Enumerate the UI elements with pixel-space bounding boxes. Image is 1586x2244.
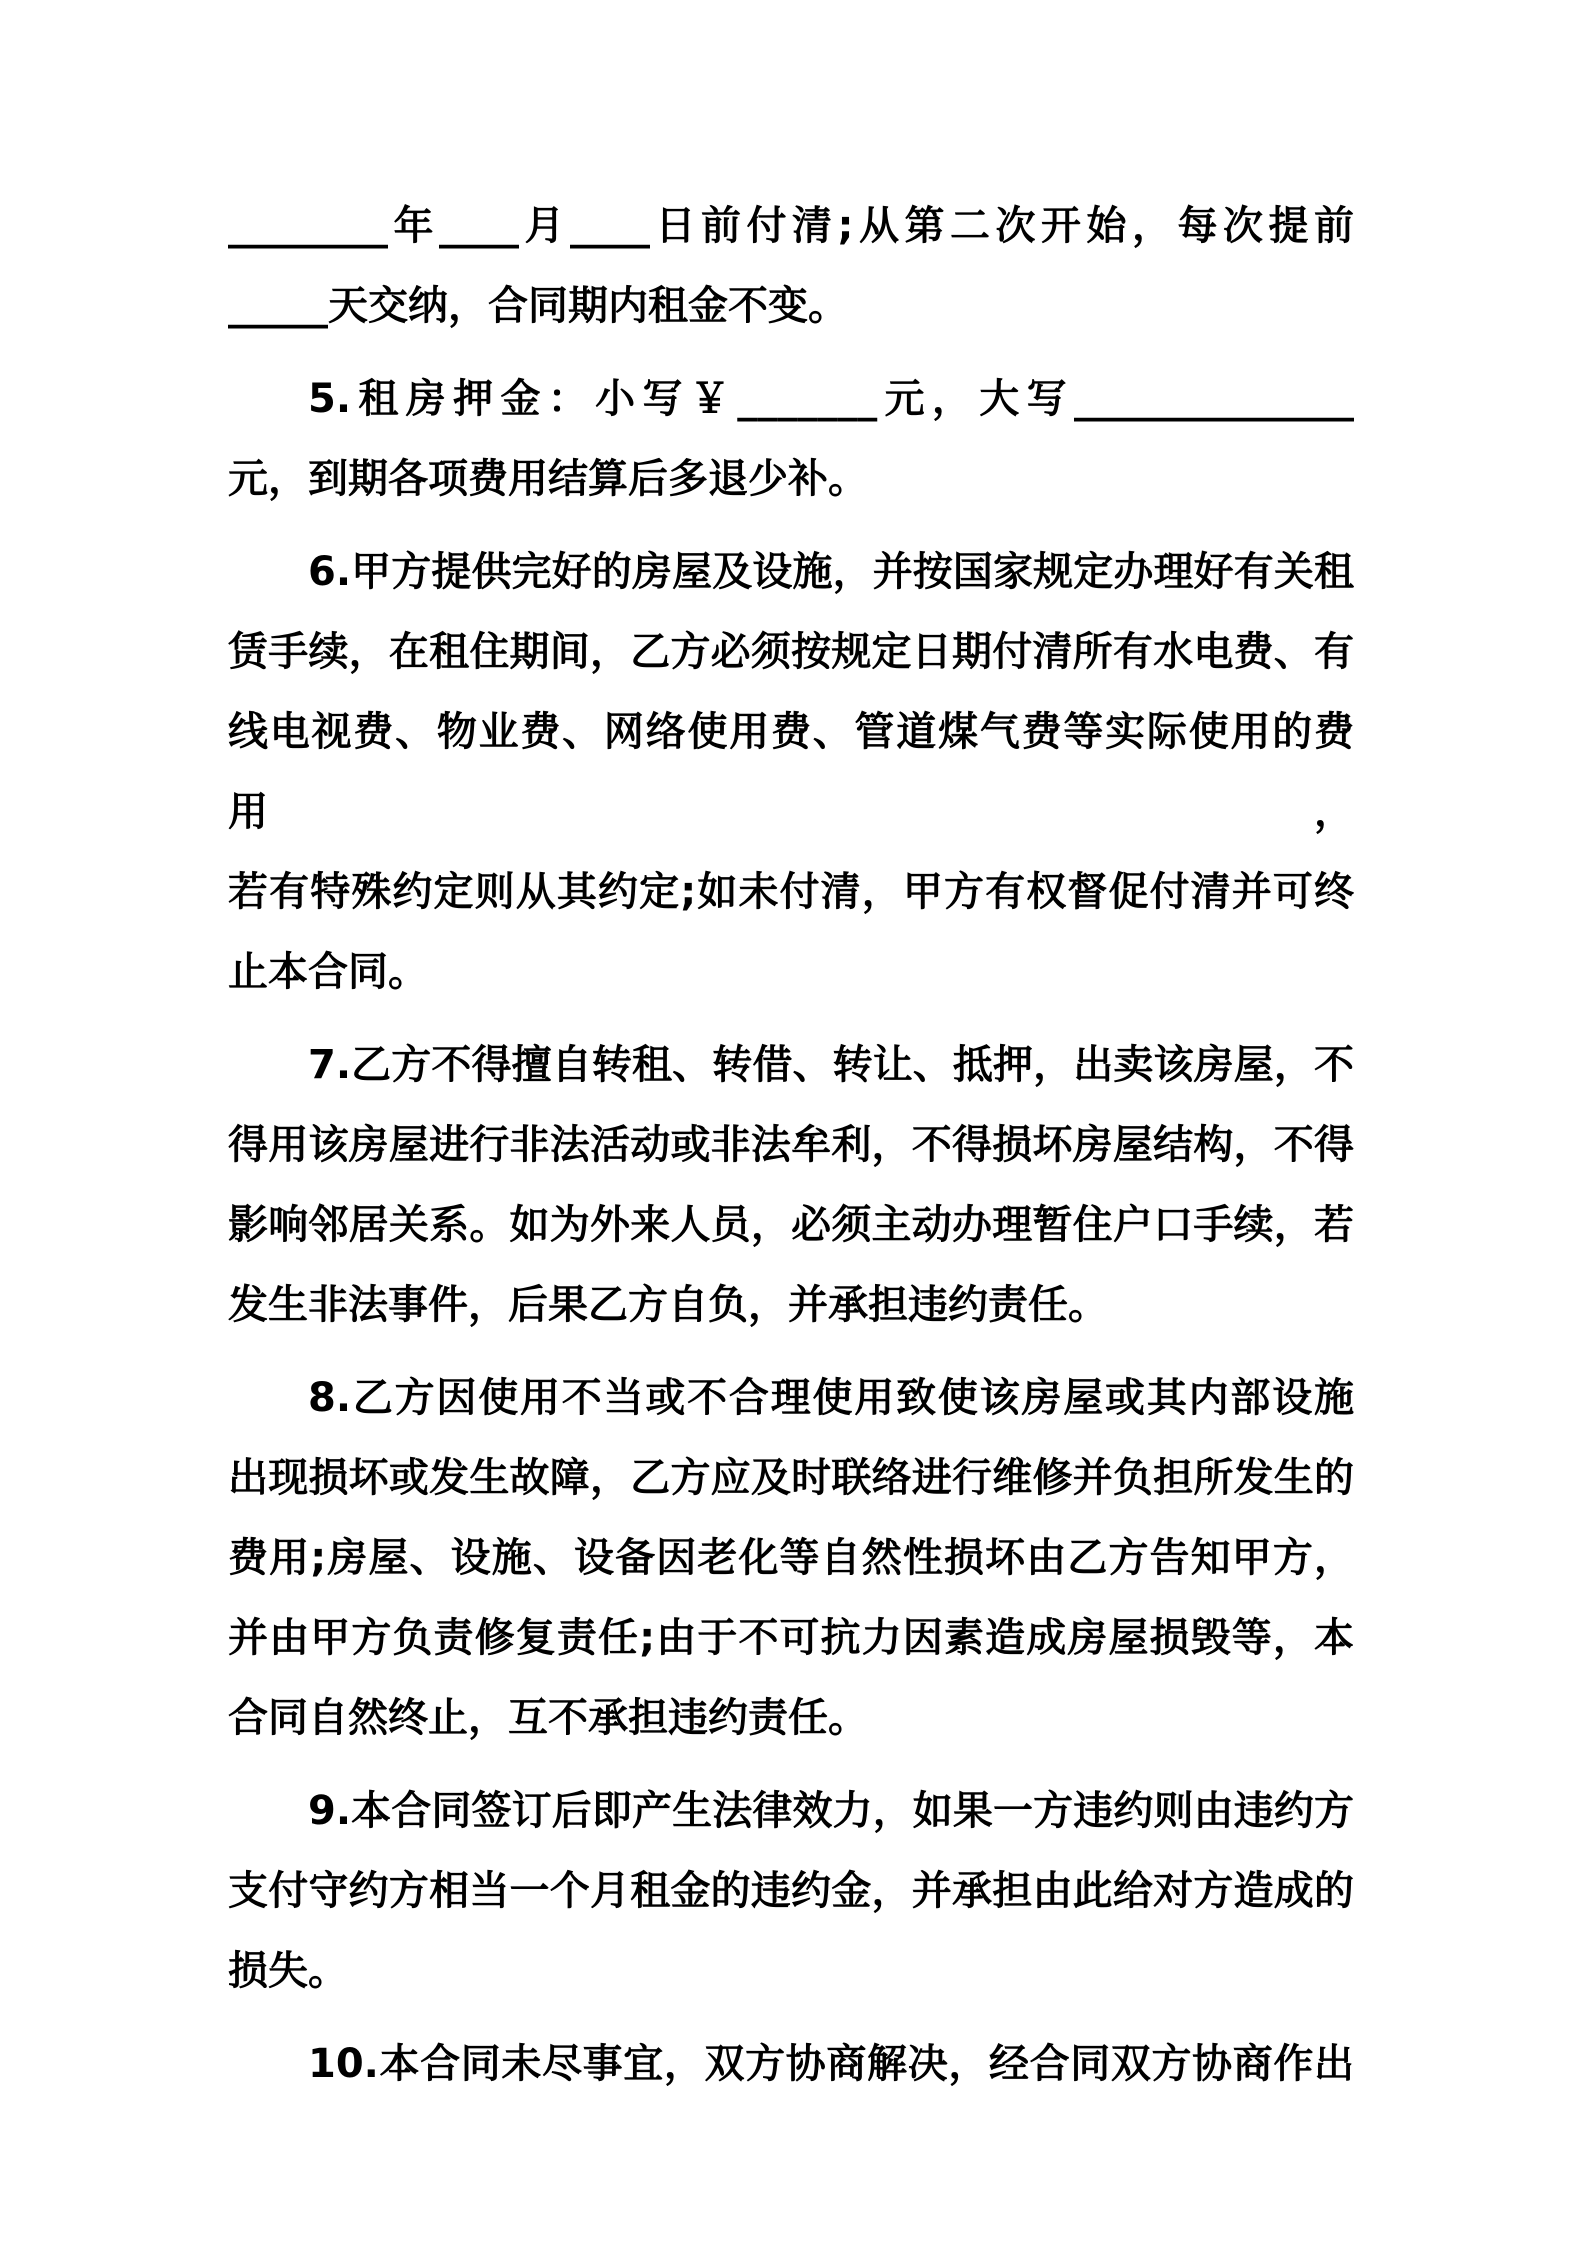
contract-line: 9.本合同签订后即产生法律效力，如果一方违约则由违约方 xyxy=(308,1788,1354,1834)
contract-line: 合同自然终止，互不承担违约责任。 xyxy=(228,1695,868,1741)
contract-line: _____天交纳，合同期内租金不变。 xyxy=(228,283,848,329)
contract-line: ________年____月____日前付清;从第二次开始，每次提前 xyxy=(228,203,1354,249)
contract-line: 6.甲方提供完好的房屋及设施，并按国家规定办理好有关租 xyxy=(308,549,1354,595)
contract-line: 5.租房押金：小写￥_______元，大写______________ xyxy=(308,376,1354,422)
clause-4-continuation xyxy=(228,186,1354,346)
contract-body-text xyxy=(228,186,1354,2104)
clause-10-unresolved-matters xyxy=(228,2024,1354,2104)
contract-line: 10.本合同未尽事宜，双方协商解决，经合同双方协商作出 xyxy=(308,2041,1354,2087)
contract-line: 止本合同。 xyxy=(228,949,428,995)
contract-line: 得用该房屋进行非法活动或非法牟利，不得损坏房屋结构，不得 xyxy=(228,1122,1354,1168)
clause-9-legal-effect xyxy=(228,1771,1354,2011)
contract-line: 影响邻居关系。如为外来人员，必须主动办理暂住户口手续，若 xyxy=(228,1202,1354,1248)
contract-line: 发生非法事件，后果乙方自负，并承担违约责任。 xyxy=(228,1282,1108,1328)
contract-line: 7.乙方不得擅自转租、转借、转让、抵押，出卖该房屋，不 xyxy=(308,1042,1354,1088)
contract-line: 支付守约方相当一个月租金的违约金，并承担由此给对方造成的 xyxy=(228,1868,1354,1914)
clause-5-deposit xyxy=(228,359,1354,519)
contract-line: 线电视费、物业费、网络使用费、管道煤气费等实际使用的费用， xyxy=(228,709,1354,835)
contract-line: 8.乙方因使用不当或不合理使用致使该房屋或其内部设施 xyxy=(308,1375,1354,1421)
clause-7-no-sublet xyxy=(228,1025,1354,1345)
contract-line: 出现损坏或发生故障，乙方应及时联络进行维修并负担所发生的 xyxy=(228,1455,1354,1501)
contract-line: 元，到期各项费用结算后多退少补。 xyxy=(228,456,868,502)
clause-8-damage-repair xyxy=(228,1358,1354,1758)
contract-line: 赁手续，在租住期间，乙方必须按规定日期付清所有水电费、有 xyxy=(228,629,1354,675)
contract-line: 费用;房屋、设施、设备因老化等自然性损坏由乙方告知甲方， xyxy=(228,1535,1354,1581)
contract-line: 若有特殊约定则从其约定;如未付清，甲方有权督促付清并可终 xyxy=(228,869,1354,915)
clause-6-utilities xyxy=(228,532,1354,1012)
contract-line: 损失。 xyxy=(228,1948,348,1994)
contract-line: 并由甲方负责修复责任;由于不可抗力因素造成房屋损毁等，本 xyxy=(228,1615,1354,1661)
